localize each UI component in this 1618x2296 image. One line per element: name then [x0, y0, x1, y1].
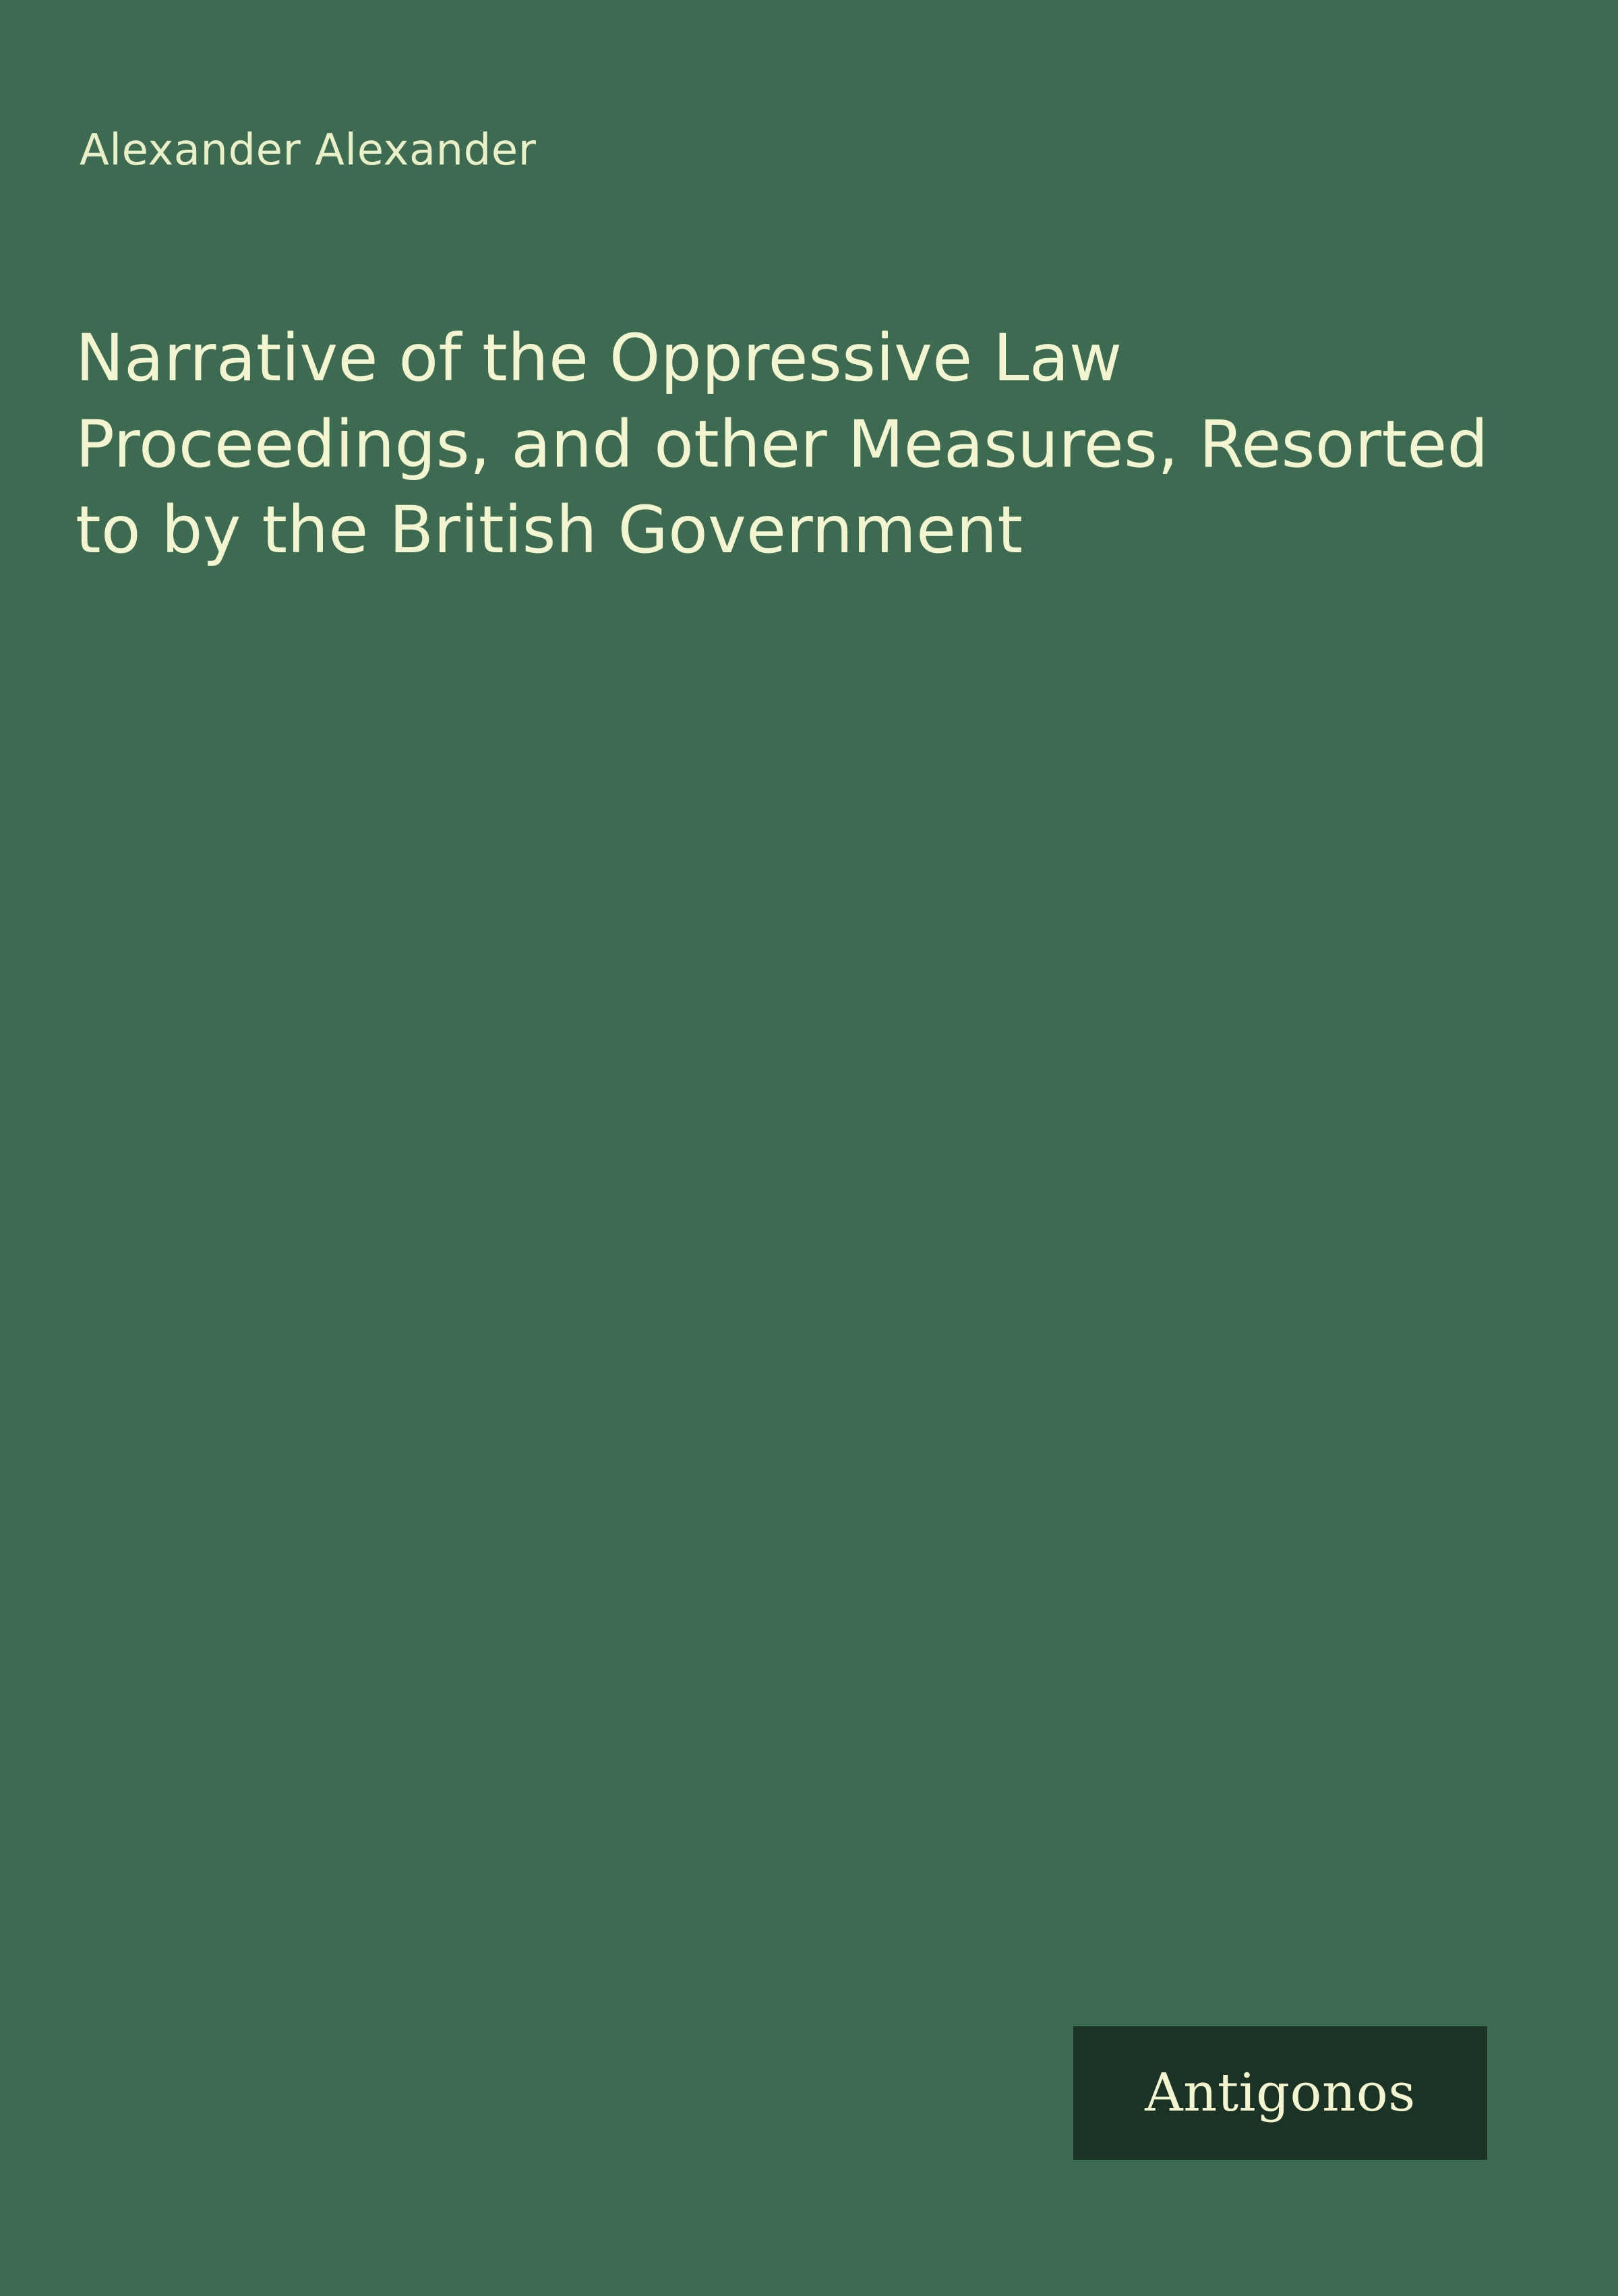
author-name: Alexander Alexander [80, 125, 537, 175]
book-title: Narrative of the Oppressive Law Proceedings, and other Measures, Resorted to by the British Government [76, 320, 1489, 568]
publisher-badge [1073, 2026, 1487, 2160]
publisher-name: Antigonos [1145, 2063, 1416, 2123]
